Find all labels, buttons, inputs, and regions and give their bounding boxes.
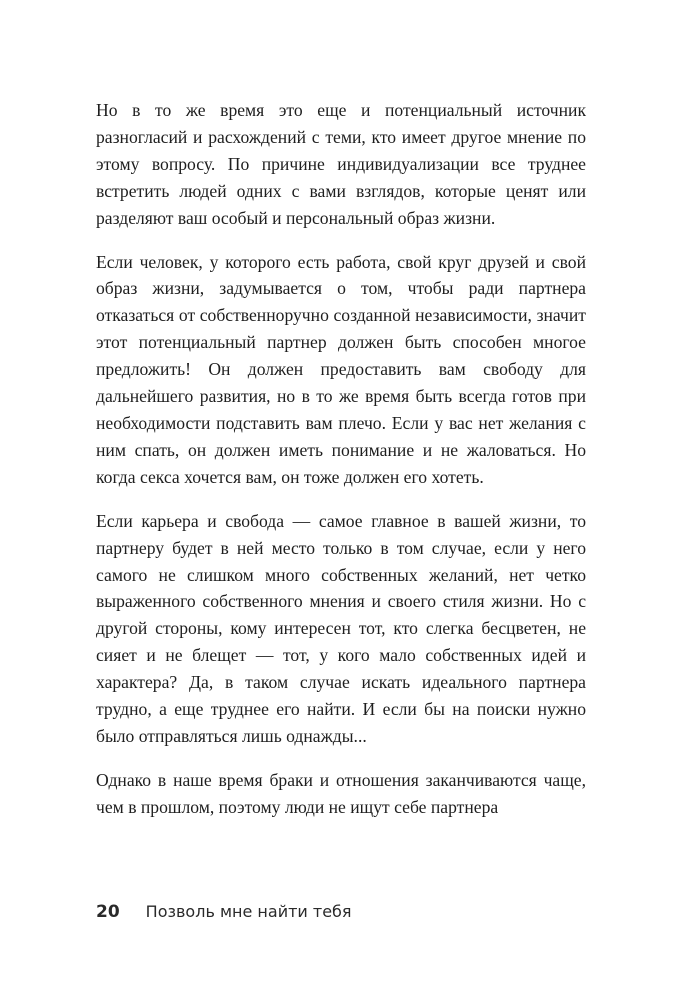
paragraph-2: Если человек, у которого есть работа, свой круг друзей и свой образ жизни, задумывается о том, чтобы ради партнера отказаться от собственноручно созданной независимости, значит этот потенциальный партнер должен быть способен многое предложить! Он должен предоставить вам свободу для дальнейшего развития, но в то же время быть всегда готов при необходимости подставить вам плечо. Если у вас нет желания с ним спать, он должен иметь понимание и не жаловаться. Но когда секса хочется вам, он тоже должен его хотеть.: [96, 251, 586, 487]
paragraph-1: Но в то же время это еще и потенциальный источник разногласий и расхождений с теми, кто имеет другое мнение по этому вопросу. По причине индивидуализации все труднее встретить людей одних с вами взглядов, которые ценят или разделяют ваш особый и персональный образ жизни.: [96, 100, 586, 228]
page-footer: [96, 902, 352, 930]
page-number: 20: [96, 902, 120, 922]
body-text: [96, 97, 586, 838]
paragraph-3: Если карьера и свобода — самое главное в вашей жизни, то партнеру будет в ней место только в том случае, если у него самого не слишком много собственных желаний, нет четко выраженного собственного мнения и своего стиля жизни. Но с другой стороны, кому интересен тот, кто слегка бесцветен, не сияет и не блещет — тот, у кого мало собственных идей и характера? Да, в таком случае искать идеального партнера трудно, а еще труднее его найти. И если бы на поиски нужно было отправляться лишь однажды...: [96, 510, 586, 746]
paragraph-4: Однако в наше время браки и отношения заканчиваются чаще, чем в прошлом, поэтому люди не ищут себе партнера: [96, 769, 586, 817]
running-title: Позволь мне найти тебя: [145, 902, 352, 921]
